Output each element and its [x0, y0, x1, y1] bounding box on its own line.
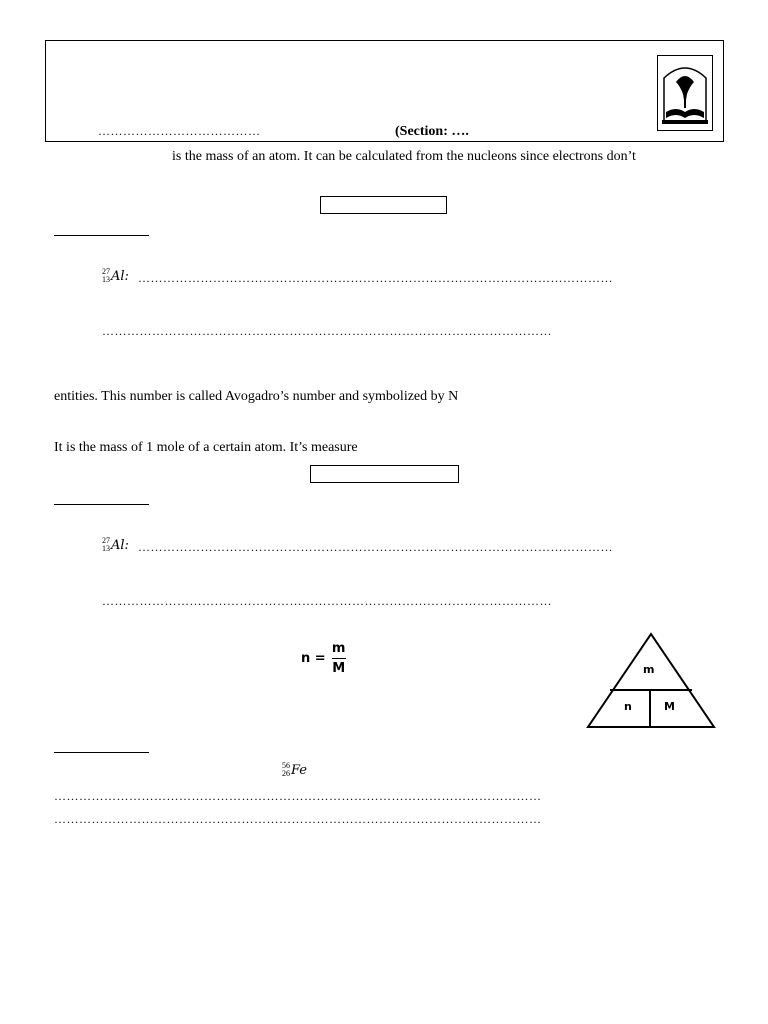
moles-formula — [301, 641, 346, 676]
logo-icon — [658, 56, 712, 130]
atomic-number: 26 — [282, 769, 290, 778]
mass-number: 56 — [282, 761, 290, 770]
triangle-top-label: m — [643, 663, 655, 676]
example-heading-3 — [54, 752, 149, 753]
isotope-al-1: 27 13 Al : — [102, 267, 129, 284]
section-label: (Section: …. — [395, 124, 469, 139]
school-logo — [657, 55, 713, 131]
triangle-left-label: n — [624, 700, 632, 713]
answer-line[interactable]: ……………………………………………………………………………………………… — [102, 324, 552, 338]
element-symbol: Al — [111, 268, 125, 284]
mass-number: 27 — [102, 267, 110, 276]
example-heading-2 — [54, 504, 149, 505]
element-symbol: Fe — [291, 762, 308, 778]
isotope-fe — [282, 762, 307, 778]
formula-numerator: m — [331, 641, 346, 656]
element-symbol: Al — [111, 537, 125, 553]
formula-triangle — [586, 632, 716, 730]
answer-line[interactable]: ……………………………………………………………………………………………………… — [54, 789, 542, 803]
unit-answer-box-1[interactable] — [320, 196, 447, 214]
formula-denominator: M — [332, 661, 346, 676]
answer-line[interactable]: …………………………………………………………………………………………………… — [138, 540, 613, 554]
answer-line[interactable]: …………………………………………………………………………………………………… — [138, 271, 613, 285]
atomic-number: 13 — [102, 544, 110, 553]
isotope-al-2: 27 13 Al : — [102, 536, 129, 553]
example-heading-1 — [54, 235, 149, 236]
mass-number: 27 — [102, 536, 110, 545]
name-dots: ………………………………… — [98, 124, 261, 138]
answer-line[interactable]: ……………………………………………………………………………………………… — [102, 594, 552, 608]
atomic-number: 13 — [102, 275, 110, 284]
triangle-right-label: M — [664, 700, 675, 713]
atomic-mass-definition: is the mass of an atom. It can be calculated from the nucleons since electrons don’t — [172, 149, 636, 164]
unit-answer-box-2[interactable] — [310, 465, 459, 483]
molar-mass-definition: It is the mass of 1 mole of a certain atom. It’s measure — [54, 440, 358, 455]
formula-lhs: n = — [301, 651, 326, 666]
avogadro-text: entities. This number is called Avogadro’s number and symbolized by N — [54, 389, 459, 404]
answer-line[interactable]: ……………………………………………………………………………………………………… — [54, 812, 542, 826]
